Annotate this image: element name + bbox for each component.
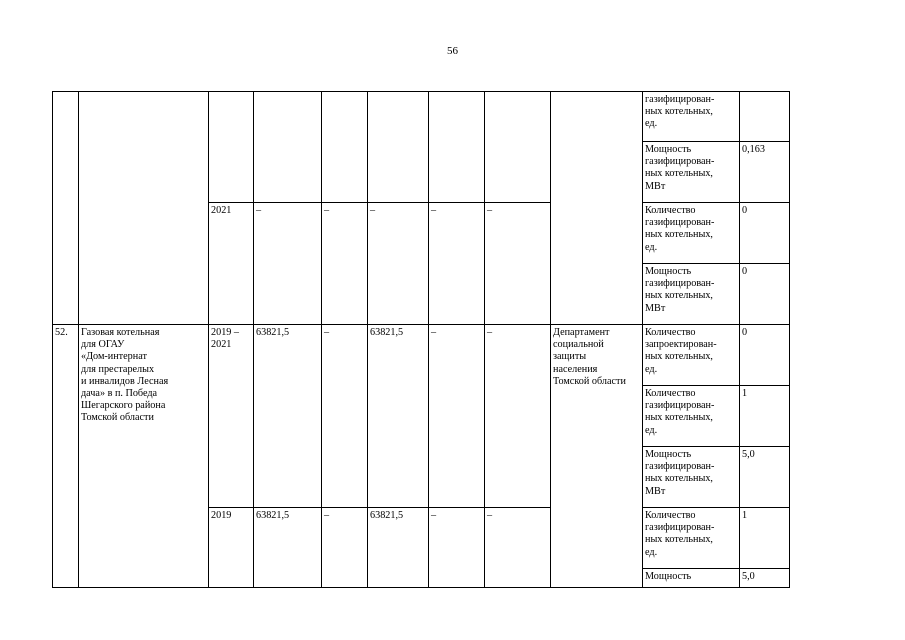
cell-year: 2021 <box>209 203 254 325</box>
cell-value: 5,0 <box>740 569 790 588</box>
cell-local: – <box>429 325 485 508</box>
cell-federal: – <box>322 325 368 508</box>
cell-indicator: Мощность газифицирован- ных котельных, МВт <box>643 264 740 325</box>
cell-regional: 63821,5 <box>368 508 429 588</box>
cell-total: 63821,5 <box>254 508 322 588</box>
cell-year: 2019 – 2021 <box>209 325 254 508</box>
table-row <box>53 92 790 142</box>
cell-local <box>429 92 485 203</box>
cell-federal: – <box>322 203 368 325</box>
cell-year <box>209 92 254 203</box>
cell-total: – <box>254 203 322 325</box>
cell-regional: 63821,5 <box>368 325 429 508</box>
table-row <box>53 325 790 386</box>
cell-indicator: Мощность газифицирован- ных котельных, МВт <box>643 447 740 508</box>
cell-value: 0 <box>740 264 790 325</box>
program-table <box>52 91 790 588</box>
cell-value: 1 <box>740 508 790 569</box>
cell-name <box>79 92 209 325</box>
cell-num: 52. <box>53 325 79 588</box>
cell-indicator: газифицирован- ных котельных, ед. <box>643 92 740 142</box>
cell-regional: – <box>368 203 429 325</box>
cell-value: 0 <box>740 203 790 264</box>
cell-extra <box>485 92 551 203</box>
cell-regional <box>368 92 429 203</box>
cell-total <box>254 92 322 203</box>
cell-total: 63821,5 <box>254 325 322 508</box>
cell-executor <box>551 92 643 325</box>
cell-value: 1 <box>740 386 790 447</box>
cell-indicator: Количество запроектирован- ных котельных, ед. <box>643 325 740 386</box>
cell-value: 0,163 <box>740 142 790 203</box>
cell-extra: – <box>485 325 551 508</box>
cell-value: 5,0 <box>740 447 790 508</box>
cell-indicator: Мощность газифицирован- ных котельных, МВт <box>643 142 740 203</box>
page-number: 56 <box>447 45 458 57</box>
cell-indicator: Количество газифицирован- ных котельных, ед. <box>643 508 740 569</box>
cell-federal: – <box>322 508 368 588</box>
cell-value <box>740 92 790 142</box>
cell-value: 0 <box>740 325 790 386</box>
cell-name: Газовая котельная для ОГАУ «Дом-интернат для престарелых и инвалидов Лесная дача» в п. Победа Шегарского района Томской области <box>79 325 209 588</box>
cell-indicator: Мощность <box>643 569 740 588</box>
cell-year: 2019 <box>209 508 254 588</box>
cell-extra: – <box>485 203 551 325</box>
cell-local: – <box>429 508 485 588</box>
cell-indicator: Количество газифицирован- ных котельных, ед. <box>643 386 740 447</box>
cell-executor: Департамент социальной защиты населения Томской области <box>551 325 643 588</box>
cell-federal <box>322 92 368 203</box>
cell-extra: – <box>485 508 551 588</box>
cell-local: – <box>429 203 485 325</box>
cell-indicator: Количество газифицирован- ных котельных, ед. <box>643 203 740 264</box>
cell-num <box>53 92 79 325</box>
